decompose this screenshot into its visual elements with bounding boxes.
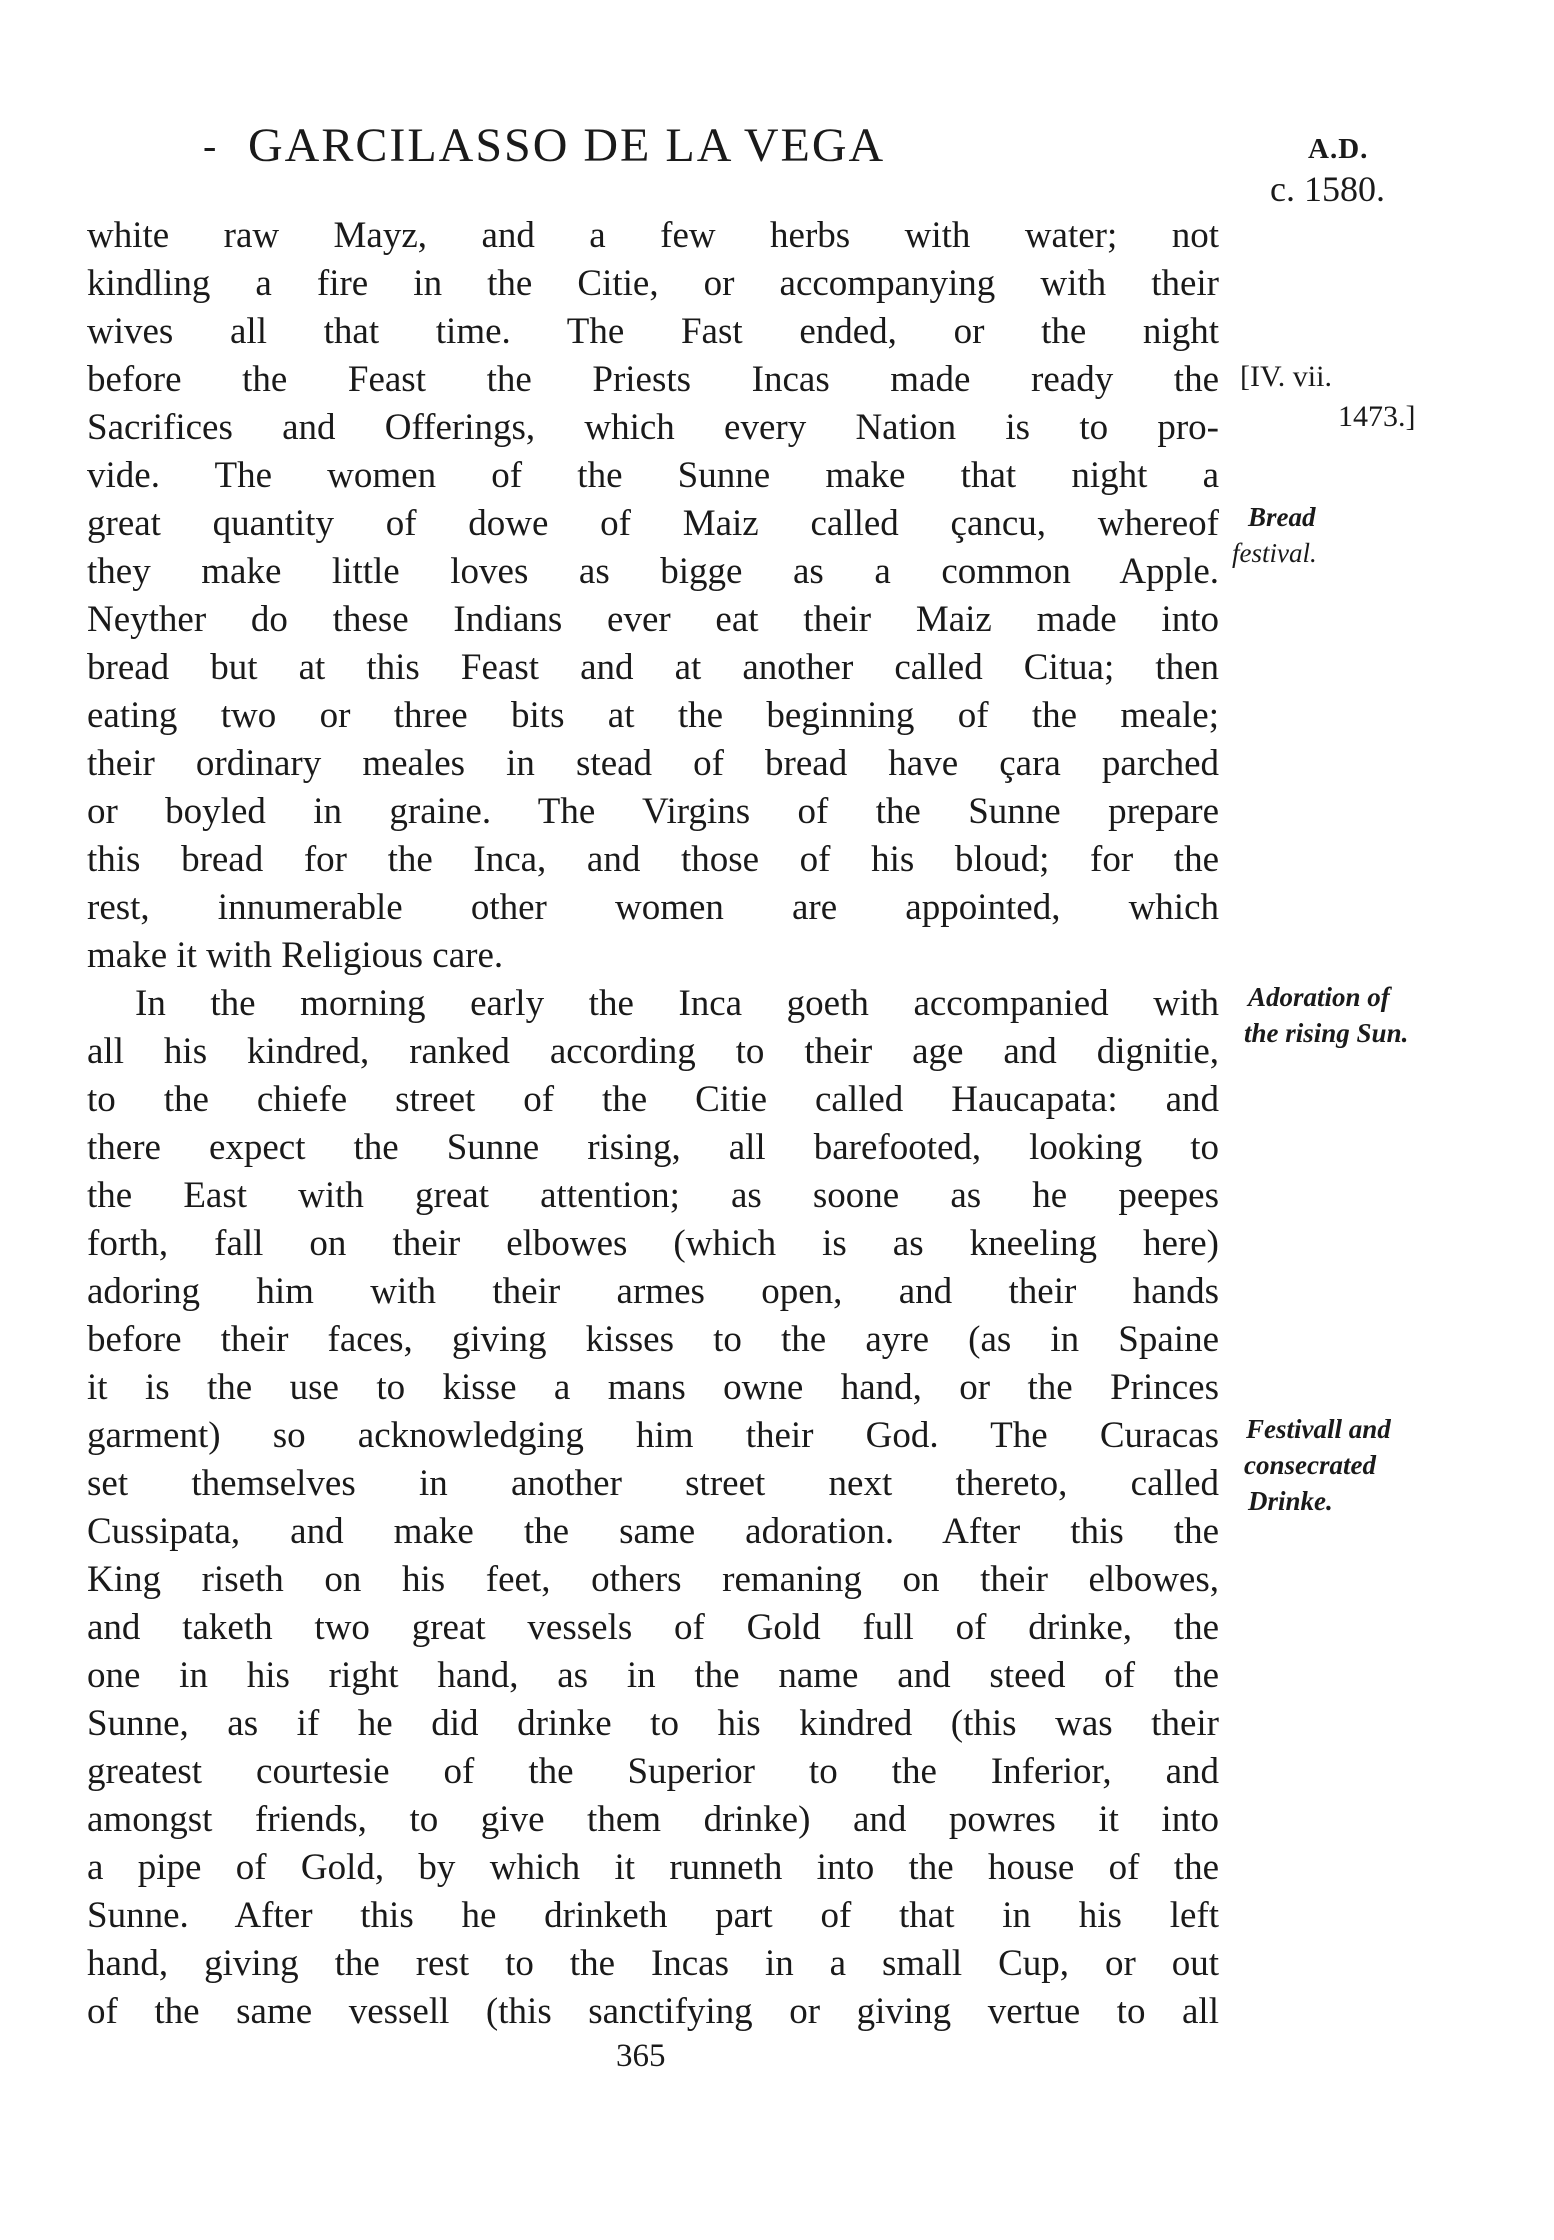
margin-reference-volume: [IV. vii. — [1240, 360, 1332, 393]
text-line: amongst friends, to give them drinke) and powres it into — [87, 1799, 1219, 1840]
text-line: they make little loves as bigge as a common Apple. — [87, 551, 1219, 592]
text-line: bread but at this Feast and at another called Citua; then — [87, 647, 1219, 688]
text-line: King riseth on his feet, others remaning on their elbowes, — [87, 1559, 1219, 1600]
text-line: their ordinary meales in stead of bread have çara parched — [87, 743, 1219, 784]
text-line: to the chiefe street of the Citie called Haucapata: and — [87, 1079, 1219, 1120]
margin-note-bread-sub: festival. — [1232, 538, 1317, 568]
page-number: 365 — [616, 2038, 666, 2074]
text-line: all his kindred, ranked according to their age and dignitie, — [87, 1031, 1219, 1072]
text-line: before the Feast the Priests Incas made ready the — [87, 359, 1219, 400]
text-line: there expect the Sunne rising, all barefooted, looking to — [87, 1127, 1219, 1168]
text-line: In the morning early the Inca goeth accompanied with — [135, 983, 1219, 1024]
text-line: great quantity of dowe of Maiz called çancu, whereof — [87, 503, 1219, 544]
text-line: forth, fall on their elbowes (which is as kneeling here) — [87, 1223, 1219, 1264]
text-line: the East with great attention; as soone as he peepes — [87, 1175, 1219, 1216]
text-line: one in his right hand, as in the name and steed of the — [87, 1655, 1219, 1696]
margin-reference-year: 1473.] — [1338, 400, 1416, 433]
text-line: greatest courtesie of the Superior to the Inferior, and — [87, 1751, 1219, 1792]
header-date: c. 1580. — [1270, 169, 1385, 209]
text-line: or boyled in graine. The Virgins of the Sunne prepare — [87, 791, 1219, 832]
text-line: it is the use to kisse a mans owne hand, or the Princes — [87, 1367, 1219, 1408]
text-line: vide. The women of the Sunne make that night a — [87, 455, 1219, 496]
margin-note-adoration-sub: the rising Sun. — [1244, 1018, 1409, 1048]
text-line: of the same vessell (this sanctifying or giving vertue to all — [87, 1991, 1219, 2032]
margin-note-festival-sub: consecrated — [1244, 1450, 1376, 1480]
header-dash: - — [203, 123, 217, 168]
margin-note-adoration-title: Adoration of — [1248, 982, 1390, 1012]
text-line: rest, innumerable other women are appointed, which — [87, 887, 1219, 928]
margin-note-bread-title: Bread — [1248, 502, 1316, 532]
margin-note-festival-title: Festivall and — [1246, 1414, 1391, 1444]
text-line: Cussipata, and make the same adoration. After this the — [87, 1511, 1219, 1552]
text-line: wives all that time. The Fast ended, or the night — [87, 311, 1219, 352]
text-line: Sunne. After this he drinketh part of that in his left — [87, 1895, 1219, 1936]
margin-note-festival-end: Drinke. — [1248, 1486, 1333, 1516]
text-line: a pipe of Gold, by which it runneth into the house of the — [87, 1847, 1219, 1888]
text-line: garment) so acknowledging him their God. The Curacas — [87, 1415, 1219, 1456]
text-line: and taketh two great vessels of Gold full of drinke, the — [87, 1607, 1219, 1648]
header-era: A.D. — [1308, 133, 1369, 165]
body-text — [87, 212, 1219, 2036]
text-line: adoring him with their armes open, and their hands — [87, 1271, 1219, 1312]
text-line: set themselves in another street next thereto, called — [87, 1463, 1219, 1504]
text-line: eating two or three bits at the beginning of the meale; — [87, 695, 1219, 736]
header-title: GARCILASSO DE LA VEGA — [248, 119, 886, 172]
text-line: this bread for the Inca, and those of his bloud; for the — [87, 839, 1219, 880]
text-line: kindling a fire in the Citie, or accompanying with their — [87, 263, 1219, 304]
text-line: hand, giving the rest to the Incas in a small Cup, or out — [87, 1943, 1219, 1984]
text-line: white raw Mayz, and a few herbs with water; not — [87, 215, 1219, 256]
text-line: Neyther do these Indians ever eat their Maiz made into — [87, 599, 1219, 640]
text-line: Sacrifices and Offerings, which every Nation is to pro- — [87, 407, 1219, 448]
text-line: Sunne, as if he did drinke to his kindred (this was their — [87, 1703, 1219, 1744]
text-line: make it with Religious care. — [87, 935, 504, 976]
text-line: before their faces, giving kisses to the ayre (as in Spaine — [87, 1319, 1219, 1360]
